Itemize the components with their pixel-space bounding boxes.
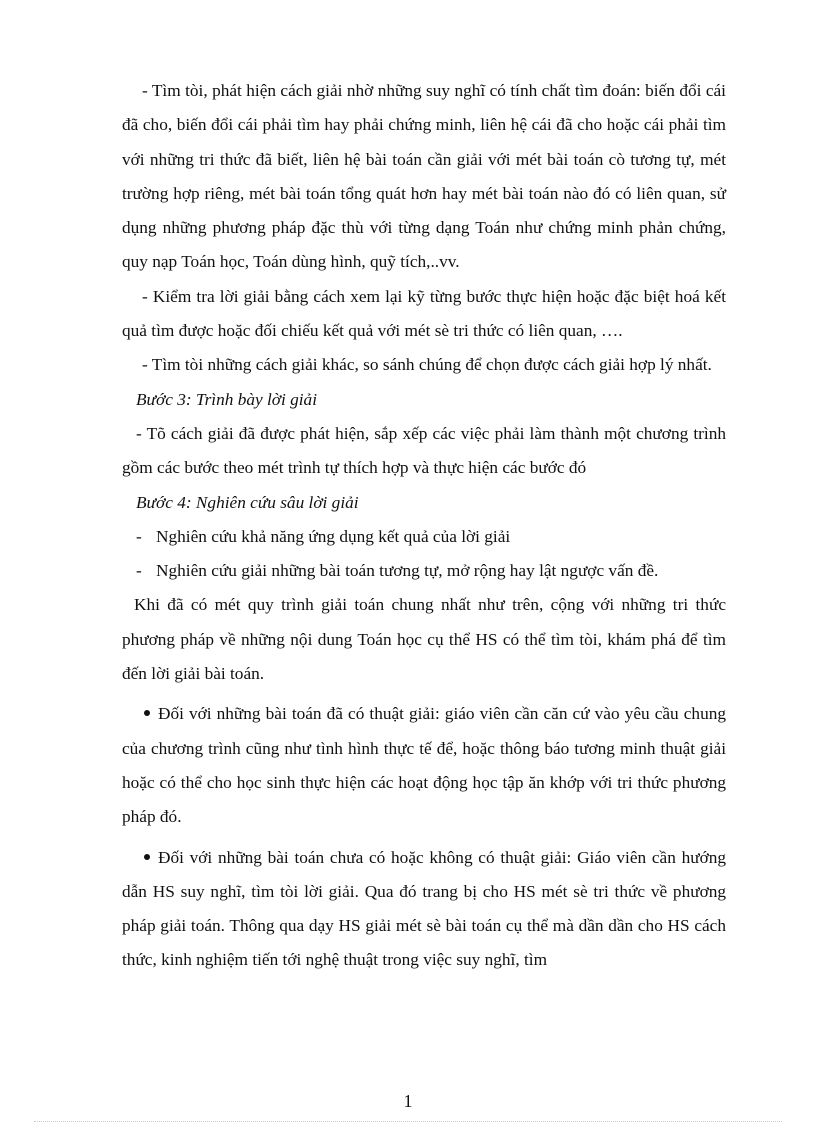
document-body (122, 74, 726, 978)
page-number: 1 (403, 1091, 413, 1111)
heading-step-4: Bước 4: Nghiên cứu sâu lời giải (136, 492, 359, 512)
footer-divider (34, 1121, 782, 1122)
list-item-text: Nghiên cứu giải những bài toán tương tự, mở rộng hay lật ngược vấn đề. (156, 561, 659, 581)
paragraph-check-solution: - Kiểm tra lời giải bằng cách xem lại kỹ từng bước thực hiện hoặc đặc biệt hoá kết quả tìm được hoặc đối chiếu kết quả với mét sè tri thức có liên quan, …. (122, 286, 726, 341)
bullet-icon (144, 710, 150, 716)
list-item (122, 520, 726, 554)
paragraph-find-solution: - Tìm tòi, phát hiện cách giải nhờ những suy nghĩ có tính chất tìm đoán: biến đổi cái đã cho, biến đổi cái phải tìm hay phải chứng minh, liên hệ cái đã cho hoặc cái phải tìm với những tri thức đã biết, liên hệ bài toán cần giải với mét bài toán cò tương tự, mét trường hợp riêng, mét bài toán tổng quát hơn hay mét bài toán nào đó có liên quan, sử dụng những phương pháp đặc thù với từng dạng Toán như chứng minh phản chứng, quy nạp Toán học, Toán dùng hình, quỹ tích,..vv. (122, 81, 726, 272)
list-item (122, 554, 726, 588)
dash-marker: - (136, 526, 142, 546)
step-4-list (122, 520, 726, 589)
heading-step-3: Bước 3: Trình bày lời giải (136, 389, 317, 409)
bullet-text: Đối với những bài toán đã có thuật giải: giáo viên cần căn cứ vào yêu cầu chung của chương trình cũng như tình hình thực tế để, hoặc thông báo tương minh thuật giải hoặc có thể cho học sinh thực hiện các hoạt động học tập ăn khớp với tri thức phương pháp đó. (122, 704, 726, 827)
bullet-text: Đối với những bài toán chưa có hoặc không có thuật giải: Giáo viên cần hướng dẫn HS suy nghĩ, tìm tòi lời giải. Qua đó trang bị cho HS mét sè tri thức về phương pháp giải toán. Thông qua dạy HS giải mét sè bài toán cụ thể mà dần dần cho HS cách thức, kinh nghiệm tiến tới nghệ thuật trong việc suy nghĩ, tìm (122, 847, 726, 970)
bullet-paragraph-non-algorithmic (122, 841, 726, 978)
paragraph-present-solution: - Tõ cách giải đã được phát hiện, sắp xếp các việc phải làm thành một chương trình gồm các bước theo mét trình tự thích hợp và thực hiện các bước đó (122, 423, 726, 478)
dash-marker: - (136, 561, 142, 581)
bullet-icon (144, 854, 150, 860)
list-item-text: Nghiên cứu khả năng ứng dụng kết quả của lời giải (156, 526, 511, 546)
paragraph-other-solutions: - Tìm tòi những cách giải khác, so sánh chúng để chọn được cách giải hợp lý nhất. (142, 355, 712, 375)
bullet-paragraph-algorithmic (122, 697, 726, 834)
paragraph-general-procedure: Khi đã có mét quy trình giải toán chung nhất như trên, cộng với những tri thức phương pháp về những nội dung Toán học cụ thể HS có thể tìm tòi, khám phá để tìm đến lời giải bài toán. (122, 595, 726, 684)
